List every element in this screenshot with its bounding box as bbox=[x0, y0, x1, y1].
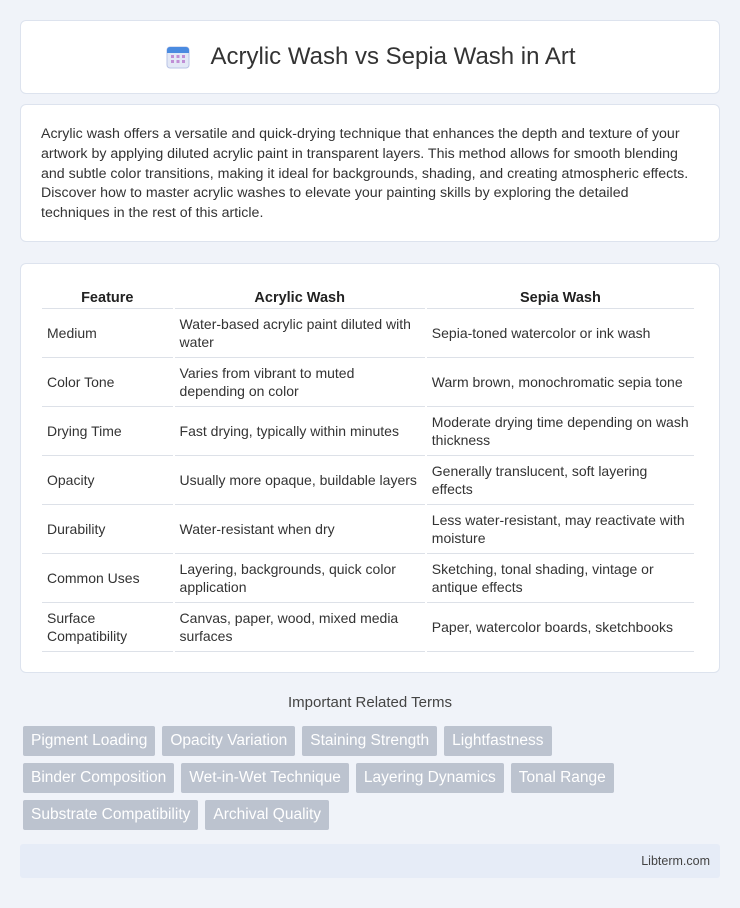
feature-cell: Common Uses bbox=[42, 554, 173, 603]
comparison-table bbox=[40, 286, 696, 652]
table-row bbox=[42, 309, 694, 358]
sepia-cell: Paper, watercolor boards, sketchbooks bbox=[427, 603, 694, 652]
feature-cell: Medium bbox=[42, 309, 173, 358]
feature-cell: Opacity bbox=[42, 456, 173, 505]
acrylic-cell: Usually more opaque, buildable layers bbox=[175, 456, 425, 505]
calendar-icon bbox=[165, 44, 191, 70]
page-title: Acrylic Wash vs Sepia Wash in Art bbox=[210, 43, 576, 70]
tag-substrate-compatibility[interactable]: Substrate Compatibility bbox=[23, 800, 198, 830]
intro-card bbox=[20, 104, 720, 242]
tag-layering-dynamics[interactable]: Layering Dynamics bbox=[356, 763, 504, 793]
table-row bbox=[42, 505, 694, 554]
related-terms-title: Important Related Terms bbox=[288, 694, 452, 711]
table-row bbox=[42, 358, 694, 407]
tag-wet-in-wet-technique[interactable]: Wet-in-Wet Technique bbox=[181, 763, 349, 793]
feature-cell: Drying Time bbox=[42, 407, 173, 456]
footer bbox=[20, 844, 720, 878]
sepia-cell: Warm brown, monochromatic sepia tone bbox=[427, 358, 694, 407]
table-row bbox=[42, 456, 694, 505]
tag-row bbox=[23, 763, 723, 793]
table-row bbox=[42, 554, 694, 603]
tag-opacity-variation[interactable]: Opacity Variation bbox=[162, 726, 295, 756]
acrylic-cell: Water-resistant when dry bbox=[175, 505, 425, 554]
tag-archival-quality[interactable]: Archival Quality bbox=[205, 800, 329, 830]
table-header-row bbox=[42, 286, 694, 309]
sepia-cell: Moderate drying time depending on wash thickness bbox=[427, 407, 694, 456]
header-feature: Feature bbox=[42, 286, 173, 309]
footer-brand[interactable]: Libterm.com bbox=[641, 854, 710, 868]
intro-text: Acrylic wash offers a versatile and quick-drying technique that enhances the depth and texture of your artwork by applying diluted acrylic paint in transparent layers. This method allows for smooth blending and subtle color transitions, making it ideal for backgrounds, shading, and creating atmospheric effects. Discover how to master acrylic washes to elevate your painting skills by exploring the detailed techniques in the rest of this article. bbox=[41, 126, 689, 222]
acrylic-cell: Varies from vibrant to muted depending on color bbox=[175, 358, 425, 407]
sepia-cell: Sepia-toned watercolor or ink wash bbox=[427, 309, 694, 358]
tag-row bbox=[23, 800, 723, 830]
tag-tonal-range[interactable]: Tonal Range bbox=[511, 763, 614, 793]
table-row bbox=[42, 603, 694, 652]
tag-binder-composition[interactable]: Binder Composition bbox=[23, 763, 174, 793]
sepia-cell: Sketching, tonal shading, vintage or antique effects bbox=[427, 554, 694, 603]
acrylic-cell: Fast drying, typically within minutes bbox=[175, 407, 425, 456]
tag-lightfastness[interactable]: Lightfastness bbox=[444, 726, 551, 756]
header-acrylic-wash: Acrylic Wash bbox=[175, 286, 425, 309]
tag-row bbox=[23, 726, 723, 756]
related-terms-tags bbox=[23, 726, 723, 837]
feature-cell: Durability bbox=[42, 505, 173, 554]
feature-cell: Color Tone bbox=[42, 358, 173, 407]
tag-staining-strength[interactable]: Staining Strength bbox=[302, 726, 437, 756]
acrylic-cell: Layering, backgrounds, quick color application bbox=[175, 554, 425, 603]
tag-pigment-loading[interactable]: Pigment Loading bbox=[23, 726, 155, 756]
acrylic-cell: Water-based acrylic paint diluted with water bbox=[175, 309, 425, 358]
acrylic-cell: Canvas, paper, wood, mixed media surfaces bbox=[175, 603, 425, 652]
header-card bbox=[20, 20, 720, 94]
comparison-table-card bbox=[20, 263, 720, 673]
table-row bbox=[42, 407, 694, 456]
feature-cell: Surface Compatibility bbox=[42, 603, 173, 652]
sepia-cell: Less water-resistant, may reactivate with moisture bbox=[427, 505, 694, 554]
header-sepia-wash: Sepia Wash bbox=[427, 286, 694, 309]
sepia-cell: Generally translucent, soft layering effects bbox=[427, 456, 694, 505]
